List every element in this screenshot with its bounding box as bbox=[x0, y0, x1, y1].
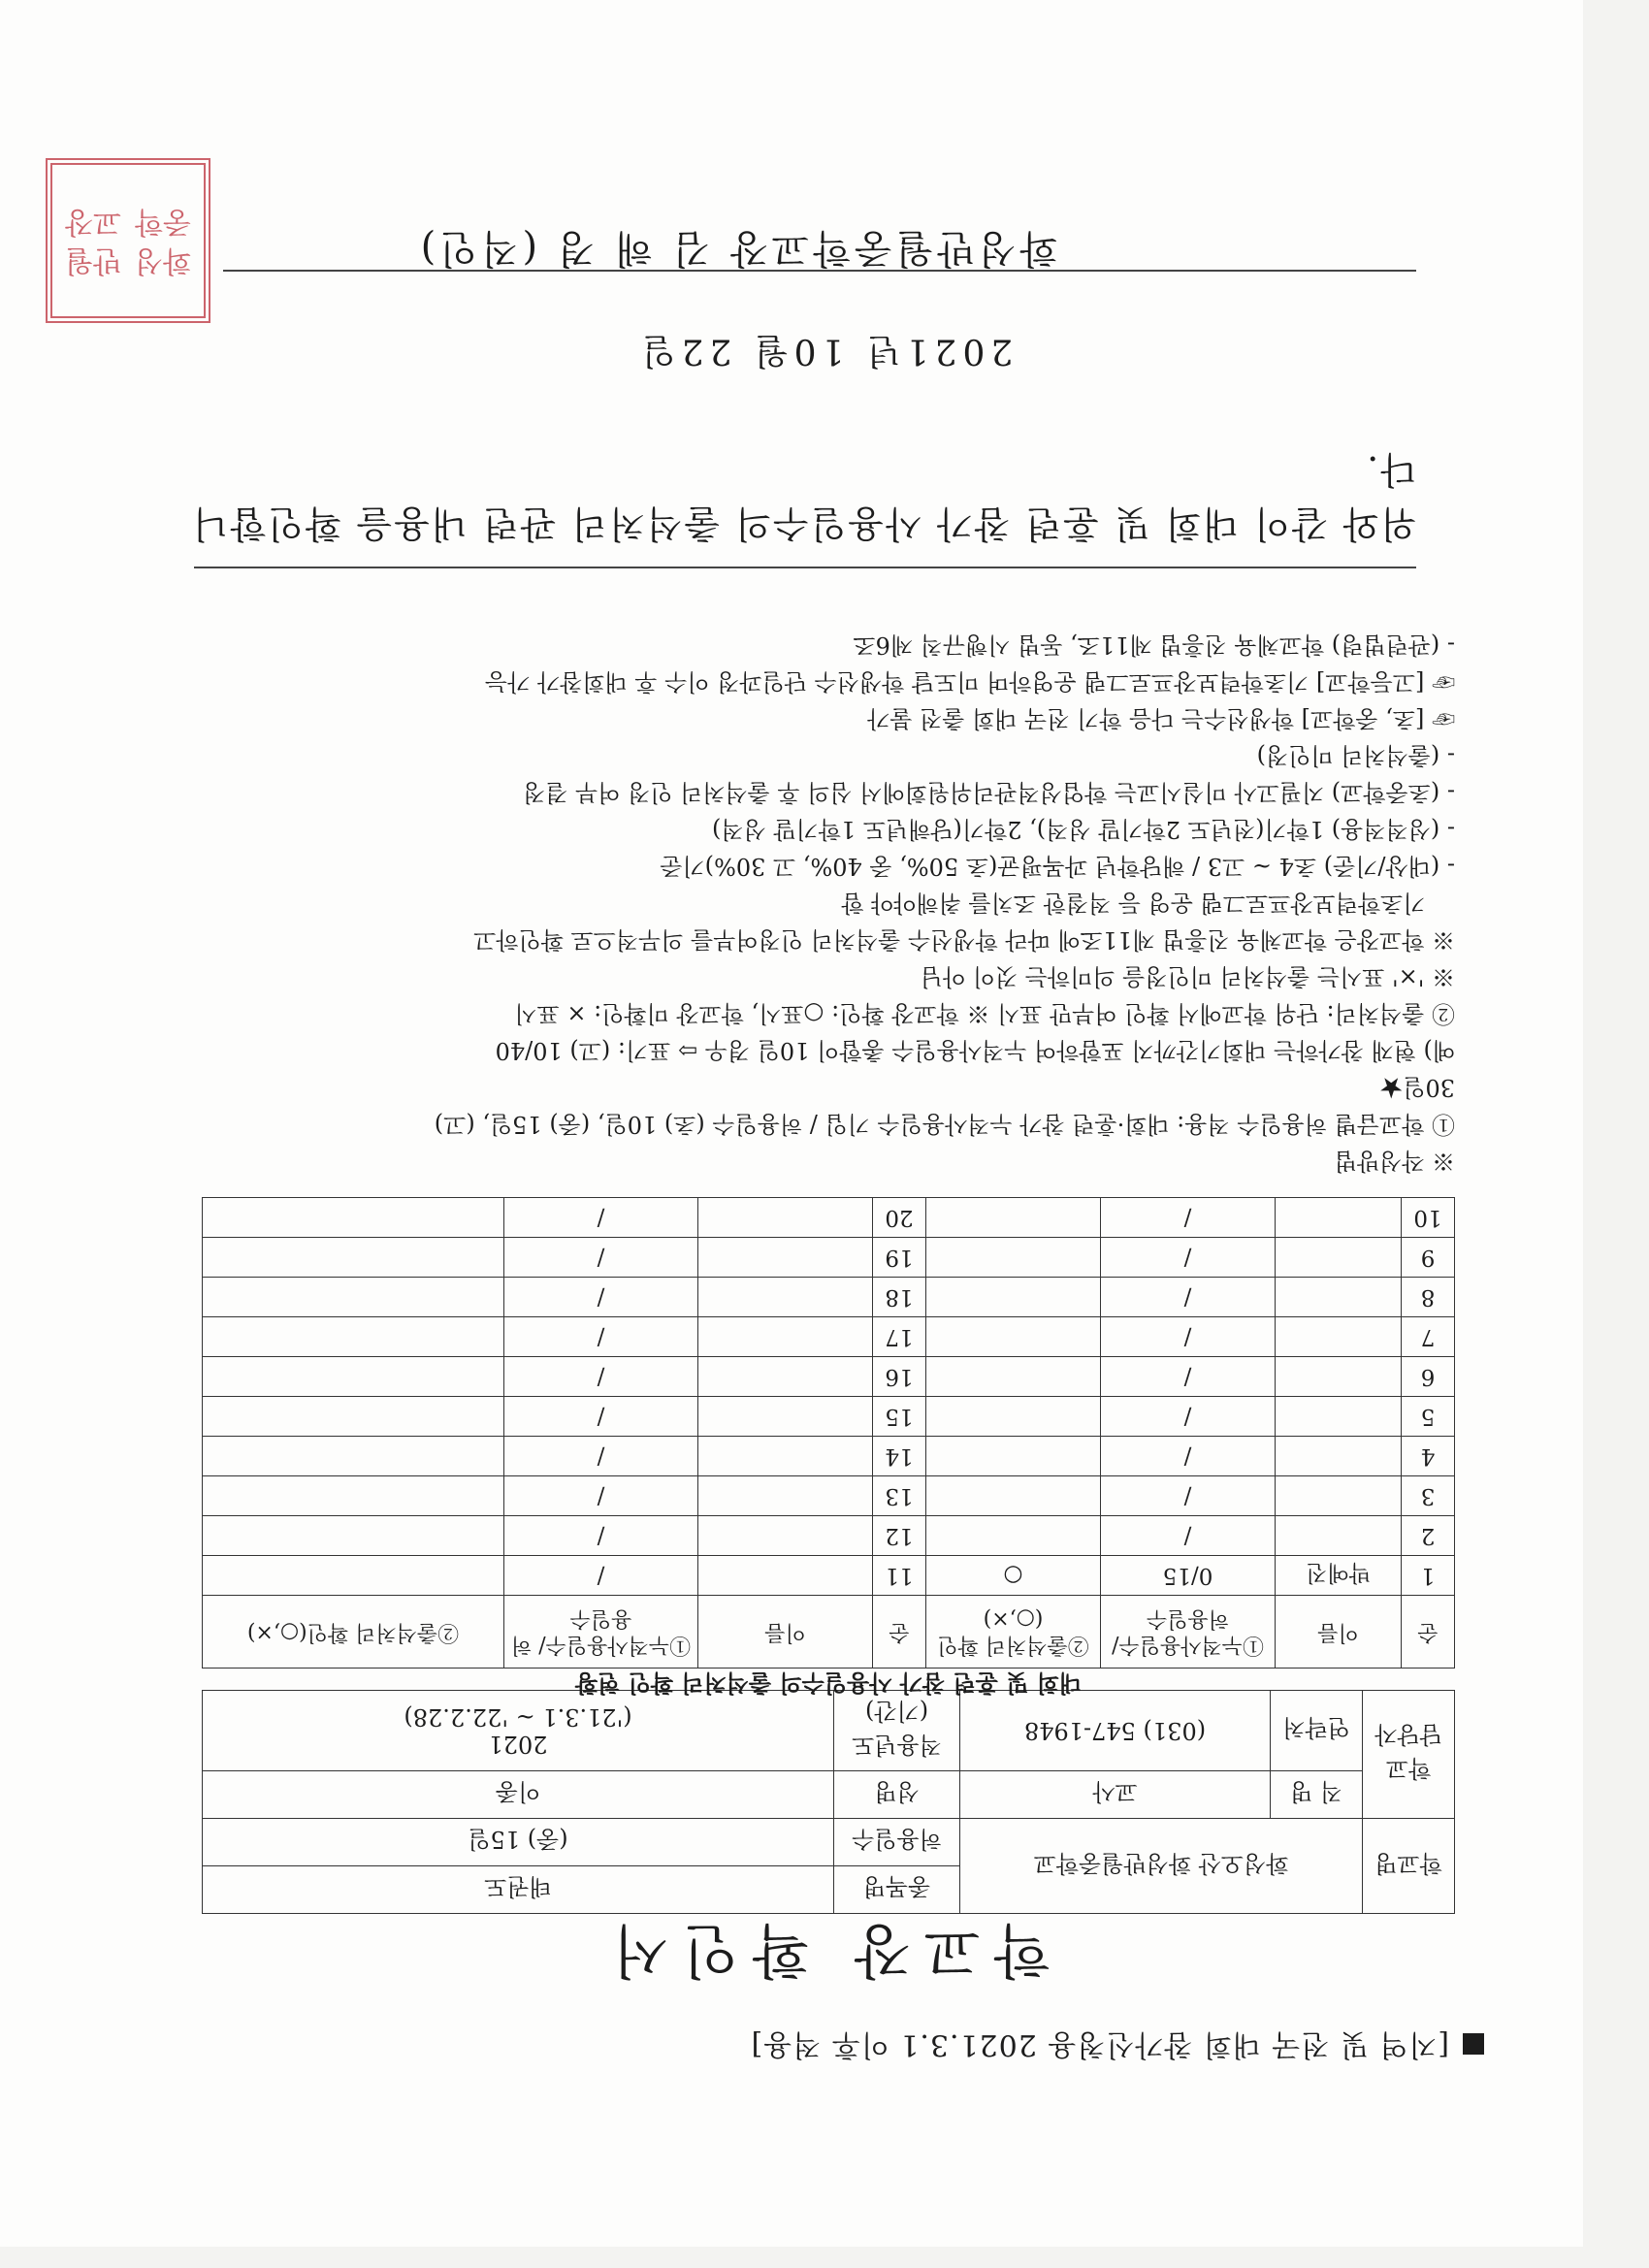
row-days: / bbox=[1101, 1397, 1276, 1437]
instruction-line: - (관련법령) 학교체육 진흥법 제11조, 동법 시행규칙 제6조 bbox=[853, 632, 1455, 659]
instruction-line: ※ '×' 표시는 출석처리 미인정을 의미하는 것이 아님 bbox=[920, 963, 1455, 990]
school-info-table bbox=[202, 1690, 1455, 1914]
name-value: 이종 bbox=[203, 1771, 834, 1819]
table-row bbox=[203, 1397, 1455, 1437]
row-name bbox=[698, 1357, 873, 1397]
row-name bbox=[1276, 1476, 1402, 1516]
header-days: ①누적사용일수/ 허용일수 bbox=[1101, 1596, 1276, 1669]
header-days: ①누적사용일수/ 허용일수 bbox=[504, 1596, 698, 1669]
row-days: / bbox=[1101, 1278, 1276, 1317]
instruction-line: - (출석처리 미인정) bbox=[1256, 742, 1455, 769]
row-days: / bbox=[1101, 1516, 1276, 1556]
row-ok bbox=[203, 1357, 504, 1397]
row-name bbox=[1276, 1437, 1402, 1476]
row-name bbox=[1276, 1198, 1402, 1238]
row-no: 14 bbox=[873, 1437, 926, 1476]
row-no: 12 bbox=[873, 1516, 926, 1556]
row-ok bbox=[203, 1556, 504, 1596]
row-name bbox=[1276, 1238, 1402, 1278]
year-value: 2021 bbox=[488, 1731, 548, 1758]
row-no: 20 bbox=[873, 1198, 926, 1238]
row-days: / bbox=[504, 1437, 698, 1476]
row-name bbox=[1276, 1516, 1402, 1556]
document-header bbox=[751, 2026, 1484, 2069]
allowed-value: (중) 15일 bbox=[203, 1819, 834, 1866]
contact-label: 연락처 bbox=[1271, 1691, 1363, 1771]
table-row bbox=[203, 1556, 1455, 1596]
row-ok bbox=[926, 1516, 1101, 1556]
document-title: 학교장 확인서 bbox=[598, 1916, 1051, 1984]
row-name bbox=[698, 1278, 873, 1317]
row-no: 10 bbox=[1402, 1198, 1455, 1238]
row-days: / bbox=[504, 1317, 698, 1357]
participation-table bbox=[202, 1197, 1455, 1669]
table-row bbox=[203, 1238, 1455, 1278]
row-no: 13 bbox=[873, 1476, 926, 1516]
row-ok bbox=[926, 1437, 1101, 1476]
row-days: / bbox=[504, 1556, 698, 1596]
header-no: 순 bbox=[873, 1596, 926, 1669]
divider bbox=[194, 567, 1416, 568]
row-no: 6 bbox=[1402, 1357, 1455, 1397]
row-no: 17 bbox=[873, 1317, 926, 1357]
table-row bbox=[203, 1476, 1455, 1516]
row-days: / bbox=[504, 1238, 698, 1278]
signer-line: 화성반월중학교장 김 해 경 (직인) bbox=[416, 226, 1057, 271]
seal-char: 교장 bbox=[65, 205, 121, 239]
manager-label: 학교 담당자 bbox=[1363, 1691, 1455, 1819]
row-name bbox=[698, 1317, 873, 1357]
school-value: 화성오산 화성반월중학교 bbox=[960, 1819, 1363, 1914]
sport-value: 태권도 bbox=[203, 1866, 834, 1914]
instruction-line: ※ 작성방법 bbox=[1334, 1148, 1455, 1175]
row-name bbox=[698, 1437, 873, 1476]
row-ok bbox=[926, 1238, 1101, 1278]
row-no: 4 bbox=[1402, 1437, 1455, 1476]
confirmation-text: 위와 같이 대회 및 훈련 참가 사용일수의 출석처리 관련 내용을 확인합니다. bbox=[190, 448, 1416, 545]
row-days: / bbox=[504, 1357, 698, 1397]
row-days: 0/15 bbox=[1101, 1556, 1276, 1596]
row-no: 9 bbox=[1402, 1238, 1455, 1278]
row-ok bbox=[203, 1198, 504, 1238]
header-text: [지역 및 전국 대회 참가신청용 2021.3.1 이후 적용] bbox=[750, 2027, 1449, 2061]
table-header-row bbox=[203, 1596, 1455, 1669]
row-no: 11 bbox=[873, 1556, 926, 1596]
row-ok: ○ bbox=[926, 1556, 1101, 1596]
info-row bbox=[203, 1866, 1455, 1914]
header-name: 이름 bbox=[698, 1596, 873, 1669]
row-days: / bbox=[504, 1278, 698, 1317]
row-days: / bbox=[1101, 1198, 1276, 1238]
row-ok bbox=[926, 1198, 1101, 1238]
row-days: / bbox=[1101, 1357, 1276, 1397]
school-label: 학교명 bbox=[1363, 1819, 1455, 1914]
row-ok bbox=[926, 1397, 1101, 1437]
instruction-line: - (대상/기준) 초4 ~ 고3 / 해당학년 과목평균(초 50%, 중 40%, 고 30%)기준 bbox=[660, 853, 1455, 880]
row-ok bbox=[926, 1357, 1101, 1397]
official-seal bbox=[46, 158, 210, 323]
row-no: 16 bbox=[873, 1357, 926, 1397]
row-no: 5 bbox=[1402, 1397, 1455, 1437]
square-bullet-icon bbox=[1463, 2033, 1484, 2055]
row-days: / bbox=[1101, 1317, 1276, 1357]
name-label: 성명 bbox=[834, 1771, 960, 1819]
header-name: 이름 bbox=[1276, 1596, 1402, 1669]
row-ok bbox=[203, 1278, 504, 1317]
row-name bbox=[1276, 1357, 1402, 1397]
row-no: 1 bbox=[1402, 1556, 1455, 1596]
seal-char: 중학 bbox=[135, 205, 191, 239]
row-ok bbox=[926, 1278, 1101, 1317]
info-row bbox=[203, 1771, 1455, 1819]
table-row bbox=[203, 1357, 1455, 1397]
position-label: 직 명 bbox=[1271, 1771, 1363, 1819]
table-row bbox=[203, 1437, 1455, 1476]
year-range: ('21.3.1 ~ '22.2.28) bbox=[404, 1703, 632, 1731]
divider bbox=[223, 270, 1416, 272]
instruction-line: ① 학교급별 허용일수 적용: 대회·훈련 참가 누적사용일수 기입 / 허용일수 (초) 10일, (중) 15일, (고) bbox=[434, 1111, 1455, 1138]
row-ok bbox=[203, 1317, 504, 1357]
row-no: 8 bbox=[1402, 1278, 1455, 1317]
instructions bbox=[194, 627, 1455, 1180]
row-ok bbox=[926, 1476, 1101, 1516]
row-no: 7 bbox=[1402, 1317, 1455, 1357]
row-name bbox=[698, 1516, 873, 1556]
row-no: 15 bbox=[873, 1397, 926, 1437]
instruction-line: ※ 학교장은 학교체육 진흥법 제11조에 따라 학생선수 출석처리 인정여부를 의무적으로 확인하고 bbox=[473, 926, 1455, 954]
position-value: 교사 bbox=[960, 1771, 1271, 1819]
row-days: / bbox=[504, 1516, 698, 1556]
instruction-line: 예) 현재 참가하는 대회기간까지 포함하여 누적사용일수 총합이 10일 경우 ⇨ 표기: (고) 10/40 bbox=[495, 1037, 1455, 1064]
header-ok: ②출석처리 확인(○,×) bbox=[203, 1596, 504, 1669]
participation-table-title: 대회 및 훈련 참가 사용일수의 출석처리 확인 현황 bbox=[574, 1669, 1083, 1698]
row-ok bbox=[203, 1437, 504, 1476]
row-ok bbox=[203, 1516, 504, 1556]
table-row bbox=[203, 1278, 1455, 1317]
row-name bbox=[698, 1198, 873, 1238]
instruction-line: 기초학력보장프로그램 운영 등 적절한 조치를 취해야야 함 bbox=[841, 890, 1455, 917]
seal-char: 화성 bbox=[135, 243, 191, 277]
row-ok bbox=[203, 1476, 504, 1516]
instruction-line: ② 출석처리: 단위 학교에서 확인 여부만 표시 ※ 학교장 확인: ○표시, 학교장 미확인: × 표시 bbox=[514, 1000, 1455, 1027]
table-row bbox=[203, 1516, 1455, 1556]
row-days: / bbox=[1101, 1476, 1276, 1516]
row-days: / bbox=[504, 1397, 698, 1437]
row-no: 2 bbox=[1402, 1516, 1455, 1556]
row-name bbox=[698, 1556, 873, 1596]
table-row bbox=[203, 1198, 1455, 1238]
row-days: / bbox=[1101, 1437, 1276, 1476]
row-name: 박예진 bbox=[1276, 1556, 1402, 1596]
instruction-line: - (초중학교) 지필고사 미실시교는 학업성적관리위원회에서 심의 후 출석처리 인정 여부 결정 bbox=[523, 779, 1455, 806]
row-name bbox=[1276, 1317, 1402, 1357]
row-name bbox=[1276, 1397, 1402, 1437]
row-ok bbox=[203, 1238, 504, 1278]
seal-char: 반월 bbox=[65, 243, 121, 277]
row-no: 19 bbox=[873, 1238, 926, 1278]
row-days: / bbox=[504, 1476, 698, 1516]
sport-label: 종목명 bbox=[834, 1866, 960, 1914]
row-no: 18 bbox=[873, 1278, 926, 1317]
instruction-line: ☞ [고등학교] 기초학력보장프로그램 운영하며 미도달 학생선수 단일과정 이수 후 대회참가 가능 bbox=[484, 668, 1455, 696]
row-ok bbox=[203, 1397, 504, 1437]
row-name bbox=[698, 1476, 873, 1516]
row-ok bbox=[926, 1317, 1101, 1357]
issue-date: 2021년 10월 22일 bbox=[635, 331, 1014, 371]
row-name bbox=[1276, 1278, 1402, 1317]
header-ok: ②출석처리 확인(○,×) bbox=[926, 1596, 1101, 1669]
table-row bbox=[203, 1317, 1455, 1357]
allowed-label: 허용일수 bbox=[834, 1819, 960, 1866]
instruction-line: - (성적적용) 1학기(전년도 2학기말 성적), 2학기(당해년도 1학기말 성적) bbox=[712, 816, 1455, 843]
instruction-line: ☞ [초, 중학교] 학생선수는 다음 학기 전국 대회 출전 불가 bbox=[867, 705, 1455, 732]
year-label: 적용년도 (기간) bbox=[834, 1691, 960, 1771]
row-days: / bbox=[1101, 1238, 1276, 1278]
table-body bbox=[203, 1198, 1455, 1596]
row-name bbox=[698, 1238, 873, 1278]
row-days: / bbox=[504, 1198, 698, 1238]
header-no: 순 bbox=[1402, 1596, 1455, 1669]
row-name bbox=[698, 1397, 873, 1437]
row-no: 3 bbox=[1402, 1476, 1455, 1516]
instruction-line: 30일★ bbox=[1379, 1074, 1455, 1101]
contact-value: (031) 547-1948 bbox=[960, 1691, 1271, 1771]
